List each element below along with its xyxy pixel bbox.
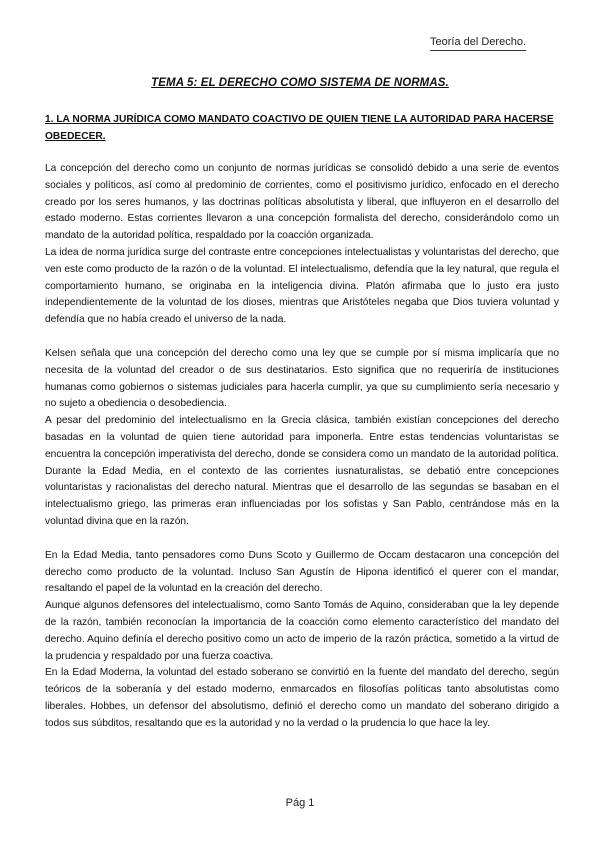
paragraph: Kelsen señala que una concepción del derecho como una ley que se cumple por sí misma implicaría que no necesita de la voluntad del creador o de sus destinatarios. Esto significa que no requeriría de instituciones humanas como gobiernos o sistemas judiciales para hacerla cumplir, ya que su cumplimiento sería necesario y no sujeto a obediencia o desobediencia. [45,347,559,410]
paragraph: La idea de norma jurídica surge del contraste entre concepciones intelectualistas y voluntaristas del derecho, que ven este como producto de la razón o de la voluntad. El intelectualismo, defendía que la ley natural, que regula el comportamiento humano, se originaba en la inteligencia divina. Platón afirmaba que lo justo era justo independientemente de la voluntad de los dioses, mientras que Aristóteles negaba que Dios tuviera voluntad y defendía que no había creado el universo de la nada. [45,246,559,326]
paragraph: Aunque algunos defensores del intelectualismo, como Santo Tomás de Aquino, consideraban que la ley depende de la razón, también reconocían la importancia de la coacción como elemento característico del mandato del derecho. Aquino definía el derecho positivo como un acto de imperio de la razón práctica, sometido a la virtud de la prudencia y respaldado por una fuerza coactiva. [45,600,559,662]
paragraph: En la Edad Media, tanto pensadores como Duns Scoto y Guillermo de Occam destacaron una concepción del derecho como producto de la voluntad. Incluso San Agustín de Hipona identificó el querer con el mandar, resaltando el papel de la voluntad en la creación del derecho. [45,549,559,595]
running-header: Teoría del Derecho. [430,36,526,51]
paragraph: En la Edad Moderna, la voluntad del estado soberano se convirtió en la fuente del mandato del derecho, según teóricos de la soberanía y del estado moderno, enmarcados en filosofías políticas tanto absolutistas como liberales. Hobbes, un defensor del absolutismo, definió el derecho como un mandato del soberano dirigido a todos sus súbditos, resaltando que es la autoridad y no la verdad o la prudencia lo que hace la ley. [45,667,559,729]
paragraph: A pesar del predominio del intelectualismo en la Grecia clásica, también existían concepciones del derecho basadas en la voluntad de quien tiene autoridad para imponerla. Entre estas tendencias voluntaristas se encuentra la concepción imperativista del derecho, donde se considera como un mandato de la autoridad política. [45,415,559,460]
paragraph: La concepción del derecho como un conjunto de normas jurídicas se consolidó debido a una serie de eventos sociales y políticos, así como al predominio de corrientes, como el positivismo jurídico, enfocado en el derecho creado por los seres humanos, y las doctrinas políticas absolutista y liberal, que influyeron en el desarrollo del estado moderno. Estas corrientes llevaron a una concepción formalista del derecho, considerándolo como un mandato de la autoridad política, respaldado por la coacción organizada. [45,163,559,242]
body-text [45,161,559,733]
page-number: Pág 1 [285,797,315,809]
section-heading: 1. LA NORMA JURÍDICA COMO MANDATO COACTIVO DE QUIEN TIENE LA AUTORIDAD PARA HACERSE OBEDECER. [45,114,554,142]
page-title: TEMA 5: EL DERECHO COMO SISTEMA DE NORMAS. [151,77,449,89]
paragraph: Durante la Edad Media, en el contexto de las corrientes iusnaturalistas, se debatió entre concepciones voluntaristas y racionalistas del derecho natural. Mientras que el desarrollo de las segundas se basaban en el intelectualismo griego, las primeras eran influenciadas por los sofistas y San Pablo, centrándose más en la voluntad divina que en la razón. [45,465,559,527]
